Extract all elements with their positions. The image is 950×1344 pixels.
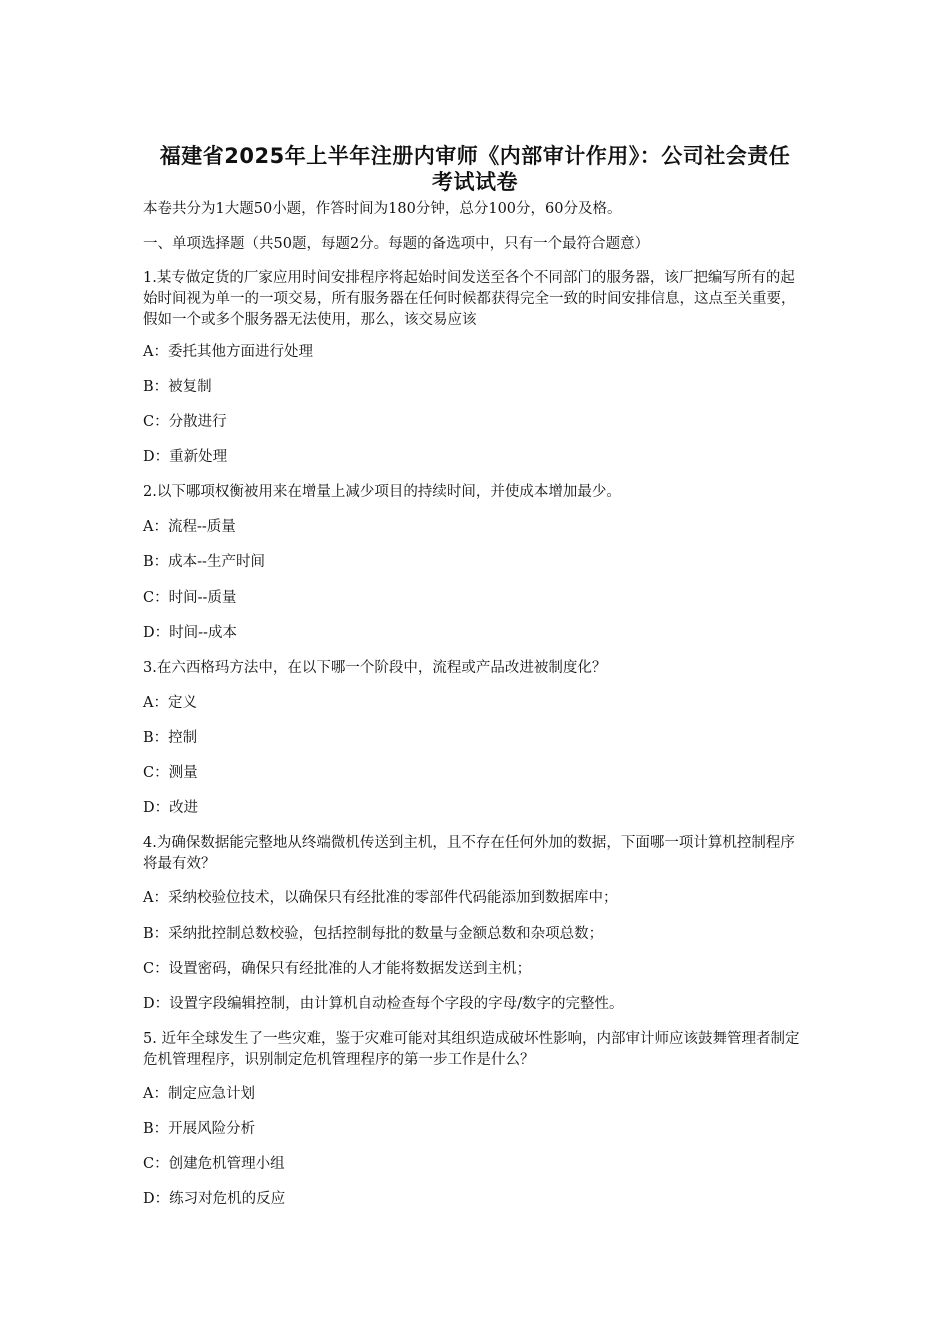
question-5-option-c: C：创建危机管理小组: [143, 1154, 808, 1175]
question-2-text: 2.以下哪项权衡被用来在增量上减少项目的持续时间，并使成本增加最少。: [143, 484, 621, 500]
question-1-text: 1.某专做定货的厂家应用时间安排程序将起始时间发送至各个不同部门的服务器，该厂把编写所有的起始时间视为单一的一项交易，所有服务器在任何时候都获得完全一致的时间安排信息，这点至关重要，假如一个或多个服务器无法使用，那么，该交易应该: [143, 270, 796, 328]
option-key: B: [143, 730, 154, 746]
option-text: 练习对危机的反应: [169, 1191, 286, 1207]
option-text: 设置字段编辑控制，由计算机自动检查每个字段的字母/数字的完整性。: [169, 996, 624, 1012]
question-5-option-d: D：练习对危机的反应: [143, 1189, 808, 1210]
option-text: 定义: [167, 695, 197, 711]
option-text: 被复制: [168, 379, 212, 395]
question-1-option-b: B：被复制: [143, 377, 808, 398]
option-key: D: [143, 449, 155, 465]
option-text: 采纳校验位技术，以确保只有经批准的零部件代码能添加到数据库中；: [167, 890, 618, 906]
option-text: 控制: [168, 730, 198, 746]
question-3-option-b: B：控制: [143, 728, 808, 749]
option-key: D: [143, 625, 155, 641]
question-4-option-b: B：采纳批控制总数校验，包括控制每批的数量与金额总数和杂项总数；: [143, 924, 808, 945]
option-text: 测量: [168, 765, 198, 781]
option-text: 流程--质量: [167, 519, 236, 535]
question-1-option-c: C：分散进行: [143, 412, 808, 433]
question-2-option-a: A：流程--质量: [143, 517, 808, 538]
question-3-option-d: D：改进: [143, 798, 808, 819]
option-key: B: [143, 554, 154, 570]
option-key: D: [143, 996, 155, 1012]
exam-intro: 本卷共分为1大题50小题，作答时间为180分钟，总分100分，60分及格。: [143, 201, 622, 217]
option-text: 分散进行: [168, 414, 227, 430]
option-key: A: [143, 695, 154, 711]
question-2-option-d: D：时间--成本: [143, 623, 808, 644]
option-key: A: [143, 344, 154, 360]
question-3-option-c: C：测量: [143, 763, 808, 784]
option-key: C: [143, 590, 155, 606]
option-key: B: [143, 926, 154, 942]
option-key: D: [143, 1191, 155, 1207]
question-4-option-d: D：设置字段编辑控制，由计算机自动检查每个字段的字母/数字的完整性。: [143, 994, 808, 1015]
option-text: 委托其他方面进行处理: [167, 344, 313, 360]
option-text: 制定应急计划: [167, 1086, 255, 1102]
question-1-option-d: D：重新处理: [143, 447, 808, 468]
question-3-text: 3.在六西格玛方法中，在以下哪一个阶段中，流程或产品改进被制度化？: [143, 660, 607, 676]
section-heading: 一、单项选择题（共50题，每题2分。每题的备选项中，只有一个最符合题意）: [143, 236, 650, 252]
option-text: 时间--质量: [168, 590, 237, 606]
document-title-line-1: 福建省2025年上半年注册内审师《内部审计作用》：公司社会责任: [159, 144, 791, 168]
option-text: 采纳批控制总数校验，包括控制每批的数量与金额总数和杂项总数；: [168, 926, 604, 942]
question-2-option-c: C：时间--质量: [143, 588, 808, 609]
option-text: 创建危机管理小组: [168, 1156, 285, 1172]
option-key: B: [143, 1121, 154, 1137]
question-5-option-a: A：制定应急计划: [143, 1084, 808, 1105]
option-text: 改进: [169, 800, 199, 816]
option-text: 时间--成本: [169, 625, 237, 641]
document-title-line-2: 考试试卷: [432, 170, 518, 194]
question-5-option-b: B：开展风险分析: [143, 1119, 808, 1140]
option-text: 开展风险分析: [168, 1121, 256, 1137]
question-5-text: 5. 近年全球发生了一些灾难，鉴于灾难可能对其组织造成破坏性影响，内部审计师应该鼓舞管理者制定危机管理程序，识别制定危机管理程序的第一步工作是什么？: [143, 1031, 800, 1068]
option-key: C: [143, 765, 155, 781]
option-text: 重新处理: [169, 449, 228, 465]
question-4-option-a: A：采纳校验位技术，以确保只有经批准的零部件代码能添加到数据库中；: [143, 888, 808, 909]
question-2-option-b: B：成本--生产时间: [143, 552, 808, 573]
option-key: A: [143, 890, 154, 906]
option-key: A: [143, 519, 154, 535]
option-text: 设置密码，确保只有经批准的人才能将数据发送到主机；: [168, 961, 532, 977]
question-4-option-c: C：设置密码，确保只有经批准的人才能将数据发送到主机；: [143, 959, 808, 980]
question-1-option-a: A：委托其他方面进行处理: [143, 342, 808, 363]
option-key: C: [143, 1156, 155, 1172]
question-4-text: 4.为确保数据能完整地从终端微机传送到主机，且不存在任何外加的数据，下面哪一项计算机控制程序将最有效？: [143, 835, 795, 872]
option-key: D: [143, 800, 155, 816]
option-key: A: [143, 1086, 154, 1102]
question-3-option-a: A：定义: [143, 693, 808, 714]
option-text: 成本--生产时间: [168, 554, 265, 570]
option-key: C: [143, 414, 155, 430]
option-key: C: [143, 961, 155, 977]
option-key: B: [143, 379, 154, 395]
